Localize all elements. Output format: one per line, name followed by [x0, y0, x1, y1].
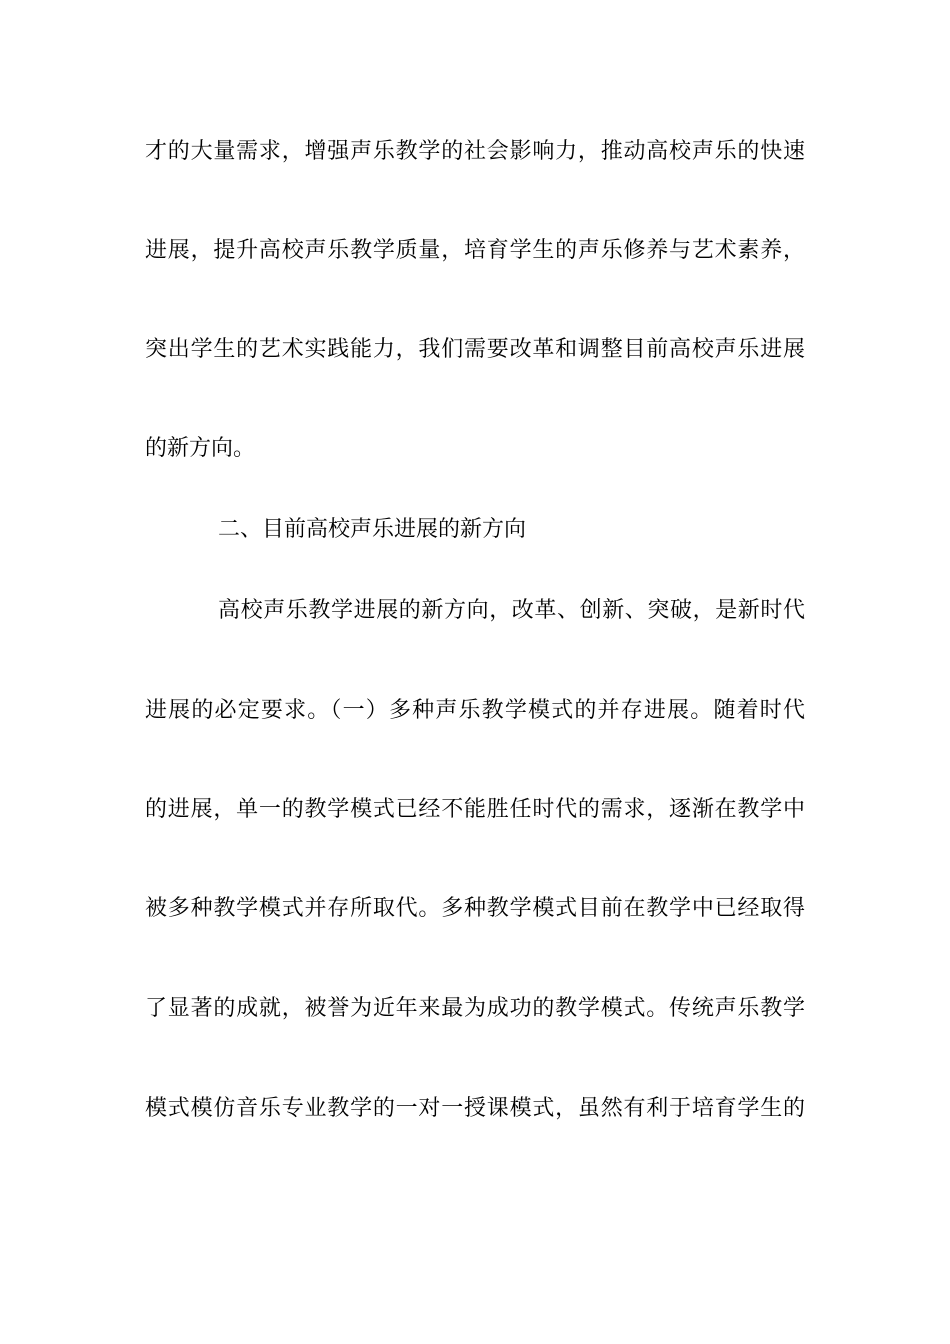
- section-heading: 二、目前高校声乐进展的新方向: [218, 517, 527, 542]
- paragraph-line: 突出学生的艺术实践能力，我们需要改革和调整目前高校声乐进展: [145, 337, 805, 362]
- paragraph-line: 的进展，单一的教学模式已经不能胜任时代的需求，逐渐在教学中: [145, 797, 805, 822]
- paragraph-line: 进展，提升高校声乐教学质量，培育学生的声乐修养与艺术素养，: [145, 238, 805, 263]
- paragraph-line: 高校声乐教学进展的新方向，改革、创新、突破，是新时代: [218, 598, 805, 623]
- paragraph-line: 才的大量需求，增强声乐教学的社会影响力，推动高校声乐的快速: [145, 139, 805, 164]
- paragraph-line: 了显著的成就，被誉为近年来最为成功的教学模式。传统声乐教学: [145, 996, 805, 1021]
- paragraph-line: 的新方向。: [145, 436, 256, 461]
- paragraph-line: 被多种教学模式并存所取代。多种教学模式目前在教学中已经取得: [145, 896, 805, 921]
- paragraph-line: 进展的必定要求。（一）多种声乐教学模式的并存进展。随着时代: [145, 698, 805, 723]
- paragraph-line: 模式模仿音乐专业教学的一对一授课模式，虽然有利于培育学生的: [145, 1096, 805, 1121]
